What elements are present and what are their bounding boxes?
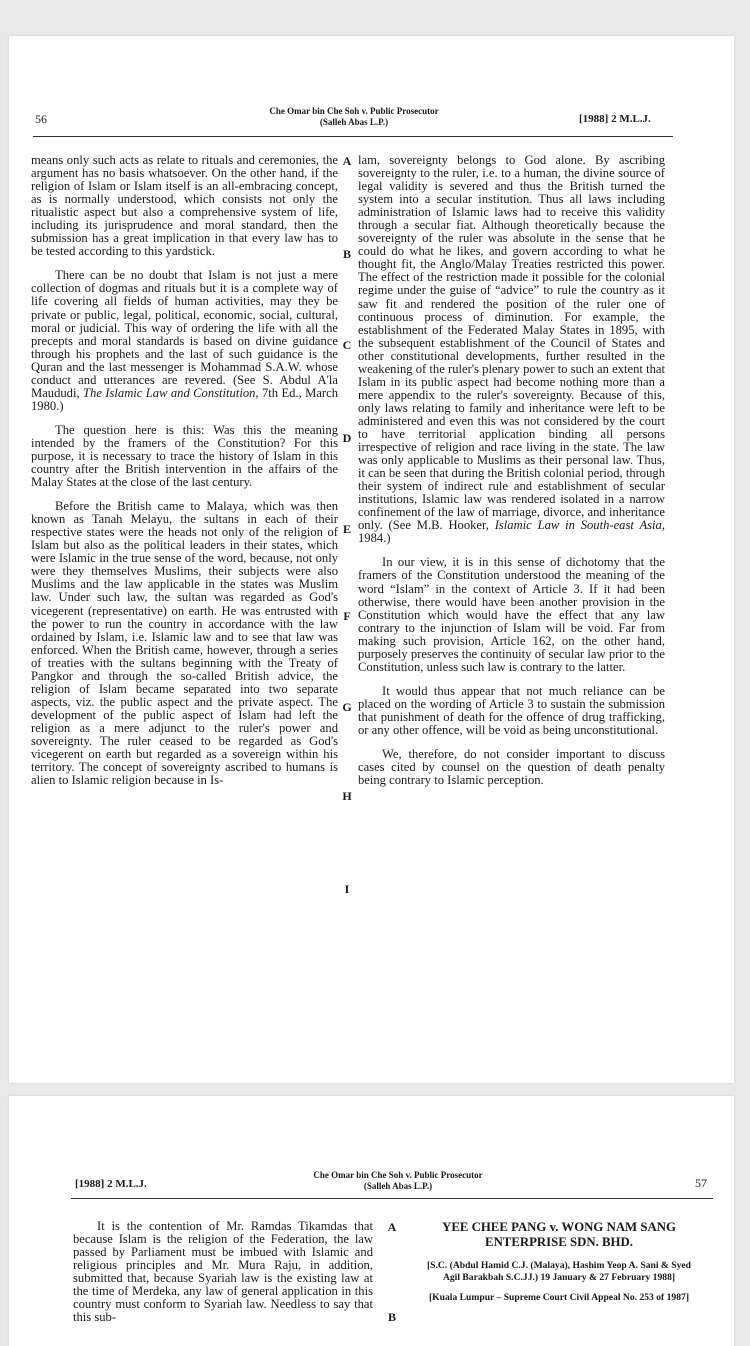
- running-header-judge: (Salleh Abas L.P.): [319, 117, 389, 127]
- header-rule: [33, 136, 673, 137]
- margin-letter: B: [342, 247, 351, 261]
- margin-letter: C: [342, 338, 352, 352]
- citation-work-title: The Islamic Law and Constitution: [83, 385, 256, 400]
- paragraph: [358, 556, 665, 673]
- paragraph-text: In our view, it is in this sense of dichotomy that the framers of the Constitution understood the meaning of the word “Islam” in the context of Article 3. If it had been otherwise, there would have been another provision in the Constitution which would have the effect that any law contrary to the injunction of Islam will be void. Far from making such provision, Article 162, on the other hand, purposely preserves the continuity of secular law prior to the Constitution, unless such law is contrary to the latter.: [358, 555, 665, 674]
- running-header: [209, 106, 499, 128]
- citation-work-title: Islamic Law in South-east Asia: [494, 518, 662, 533]
- paragraph: [31, 154, 338, 258]
- paragraph-text: lam, sovereignty belongs to God alone. By ascribing sovereignty to the ruler, i.e. to a human, the divine source of legal validity is severed and thus the British turned the system into a secular institution. Thus all laws including administration of Islamic laws had to receive this validity through a secular fiat. Although theoretically because the sovereignty of the ruler was absolute in the sense that he could do what he likes, and govern according to what he thought fit, the Anglo/Malay Treaties restricted this power. The effect of the restriction made it possible for the colonial regime under the guise of “advice” to rule the country as it saw fit and rendered the position of the ruler one of continuous process of diminution. For example, the establishment of the Federated Malay States in 1895, with the subsequent establishment of the Council of States and other constitutional developments, further resulted in the weakening of the ruler's plenary power to such an extent that Islam in its public aspect had become nothing more than a mere appendix to the ruler's sovereignty. Because of this, only laws relating to family and inheritance were left to be administered and even this was not considered by the court to have territorial application binding all persons irrespective of religion and race living in the state. The law was only applicable to Muslims as their personal law. Thus, it can be seen that during the British colonial period, through their system of indirect rule and establishment of secular institutions, Islamic law was rendered isolated in a narrow confinement of the law of marriage, divorce, and inheritance only.: [358, 153, 665, 533]
- header-rule: [71, 1198, 713, 1199]
- case-coram: [S.C. (Abdul Hamid C.J. (Malaya), Hashim Yeop A. Sani & Syed Agil Barakbah S.C.JJ.) 19 January & 27 February 1988]: [426, 1260, 692, 1283]
- paragraph: [31, 500, 338, 787]
- running-header-judge: (Salleh Abas L.P.): [363, 1181, 433, 1191]
- paragraph-text: Before the British came to Malaya, which was then known as Tanah Melayu, the sultans in each of their respective states were the heads not only of the religion of Islam but also as the political leaders in their states, which were Islamic in the true sense of the word, because, not only were they themselves Muslims, their subjects were also Muslims and the law applicable in the states was Muslim law. Under such law, the sultan was regarded as God's vicegerent (representative) on earth. He was entrusted with the power to run the country in accordance with the law ordained by Islam, i.e. Islamic law and to see that law was enforced. When the British came, however, through a series of treaties with the sultans beginning with the Treaty of Pangkor and through the so-called British advice, the religion of Islam became separated into two separate aspects, viz. the public aspect and the private aspect. The development of the public aspect of Islam had left the religion as a mere adjunct to the ruler's power and sovereignty. The ruler ceased to be regarded as God's vicegerent on earth but regarded as a sovereign within his territory. The concept of sovereignty ascribed to humans is alien to Islamic religion because in Is-: [31, 499, 338, 788]
- case-title: YEE CHEE PANG v. WONG NAM SANG ENTERPRISE SDN. BHD.: [442, 1220, 676, 1249]
- paragraph: [73, 1220, 373, 1324]
- citation-suffix: , 7th Ed., March 1980.): [31, 385, 338, 413]
- left-column: [31, 154, 338, 798]
- paragraph: [358, 154, 665, 545]
- paragraph-text: means only such acts as relate to rituals and ceremonies, the argument has no basis whatsoever. On the other hand, if the religion of Islam or Islam itself is an all-embracing concept, as is normally understood, which consists not only the ritualistic aspect but also a comprehensive system of life, including its jurisprudence and moral standard, then the submission has a great implication in that every law has to be tested according to this yardstick.: [31, 153, 338, 259]
- margin-letter: E: [342, 522, 351, 536]
- page-number: 57: [695, 1176, 707, 1190]
- running-header-case: Che Omar bin Che Soh v. Public Prosecutor: [313, 1170, 483, 1180]
- margin-letter: A: [342, 154, 352, 168]
- margin-letter: I: [344, 882, 350, 896]
- page-57: [9, 1096, 734, 1346]
- left-column: [73, 1220, 373, 1335]
- citation-prefix: (See S. Abdul A'la Maududi,: [31, 372, 338, 400]
- margin-letter: A: [387, 1220, 397, 1234]
- margin-letter: F: [343, 609, 351, 623]
- page-number: 56: [35, 112, 47, 126]
- case-reference: [Kuala Lumpur – Supreme Court Civil Appeal No. 253 of 1987]: [428, 1292, 690, 1303]
- running-header: [253, 1170, 543, 1192]
- paragraph-text: The question here is this: Was this the meaning intended by the framers of the Constitution? For this purpose, it is necessary to trace the history of Islam in this country after the British intervention in the affairs of the Malay States at the close of the last century.: [31, 422, 338, 490]
- margin-letter: G: [342, 700, 352, 714]
- margin-letter: H: [342, 789, 352, 803]
- paragraph: [358, 748, 665, 787]
- report-citation: [1988] 2 M.L.J.: [75, 1178, 147, 1190]
- paragraph: [31, 424, 338, 489]
- right-column: [358, 154, 665, 798]
- paragraph-text: It would thus appear that not much reliance can be placed on the wording of Article 3 to sustain the submission that punishment of death for the offence of drug trafficking, or any other offence, will be void as being unconstitutional.: [358, 683, 665, 737]
- paragraph-text: We, therefore, do not consider important to discuss cases cited by counsel on the question of death penalty being contrary to Islamic perception.: [358, 747, 665, 788]
- running-header-case: Che Omar bin Che Soh v. Public Prosecutor: [269, 106, 439, 116]
- paragraph-text: There can be no doubt that Islam is not just a mere collection of dogmas and rituals but it is a complete way of life covering all fields of human activities, may they be private or public, legal, political, economic, social, cultural, moral or judicial. This way of ordering the life with all the precepts and moral standards is based on divine guidance through his prophets and the last of such guidance is the Quran and the last messenger is Mohammad S.A.W. whose conduct and utterances are revered.: [31, 268, 338, 387]
- citation-suffix: , 1984.): [358, 518, 666, 546]
- margin-letter: D: [342, 431, 352, 445]
- citation-prefix: (See M.B. Hooker,: [382, 518, 495, 533]
- margin-letter: B: [387, 1310, 396, 1324]
- page-56: [9, 36, 734, 1083]
- paragraph: [358, 685, 665, 737]
- report-citation: [1988] 2 M.L.J.: [579, 113, 651, 125]
- paragraph: [31, 269, 338, 413]
- case-headnote: [419, 1220, 699, 1312]
- paragraph-text: It is the contention of Mr. Ramdas Tikamdas that because Islam is the religion of the Federation, the law passed by Parliament must be imbued with Islamic and religious principles and Mr. Mura Raju, in addition, submitted that, because Syariah law is the existing law at the time of Merdeka, any law of general application in this country must conform to Syariah law. Needless to say that this sub-: [73, 1219, 373, 1325]
